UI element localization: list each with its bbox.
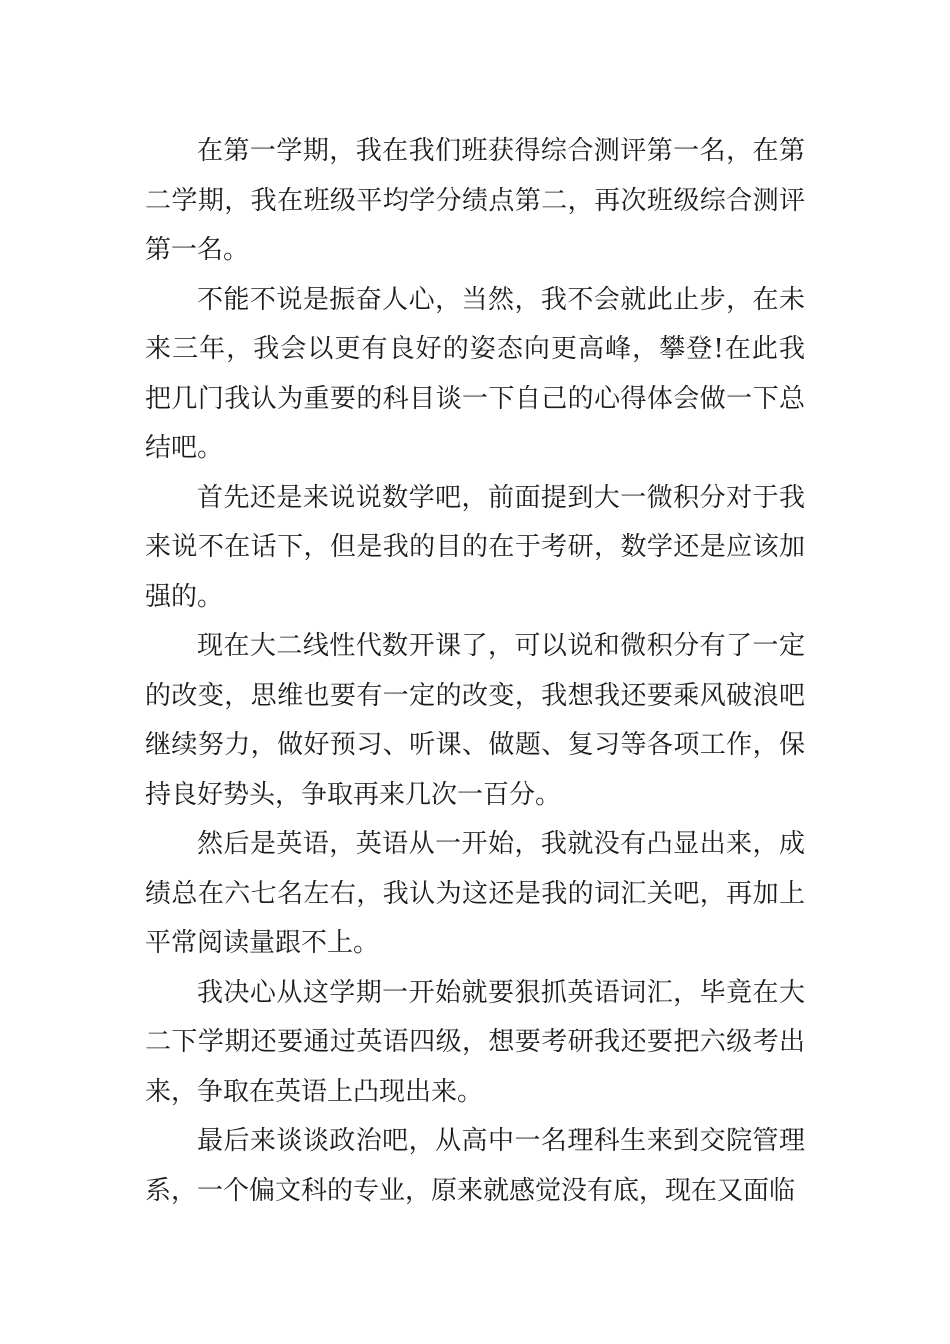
paragraph: 现在大二线性代数开课了，可以说和微积分有了一定的改变，思维也要有一定的改变，我想我还要乘风破浪吧继续努力，做好预习、听课、做题、复习等各项工作，保持良好势头，争取再来几次一百分。 bbox=[145, 631, 805, 810]
paragraph: 首先还是来说说数学吧，前面提到大一微积分对于我来说不在话下，但是我的目的在于考研，数学还是应该加强的。 bbox=[145, 482, 805, 612]
paragraph: 不能不说是振奋人心，当然，我不会就此止步，在未来三年，我会以更有良好的姿态向更高峰，攀登!在此我把几门我认为重要的科目谈一下自己的心得体会做一下总结吧。 bbox=[145, 284, 805, 463]
paragraph: 我决心从这学期一开始就要狠抓英语词汇，毕竟在大二下学期还要通过英语四级，想要考研我还要把六级考出来，争取在英语上凸现出来。 bbox=[145, 977, 805, 1107]
paragraph: 最后来谈谈政治吧，从高中一名理科生来到交院管理系，一个偏文科的专业，原来就感觉没有底，现在又面临 bbox=[145, 1126, 805, 1206]
document-body bbox=[145, 127, 805, 1216]
paragraph: 在第一学期，我在我们班获得综合测评第一名，在第二学期，我在班级平均学分绩点第二，再次班级综合测评第一名。 bbox=[145, 136, 805, 265]
paragraph: 然后是英语，英语从一开始，我就没有凸显出来，成绩总在六七名左右，我认为这还是我的词汇关吧，再加上平常阅读量跟不上。 bbox=[145, 829, 805, 958]
